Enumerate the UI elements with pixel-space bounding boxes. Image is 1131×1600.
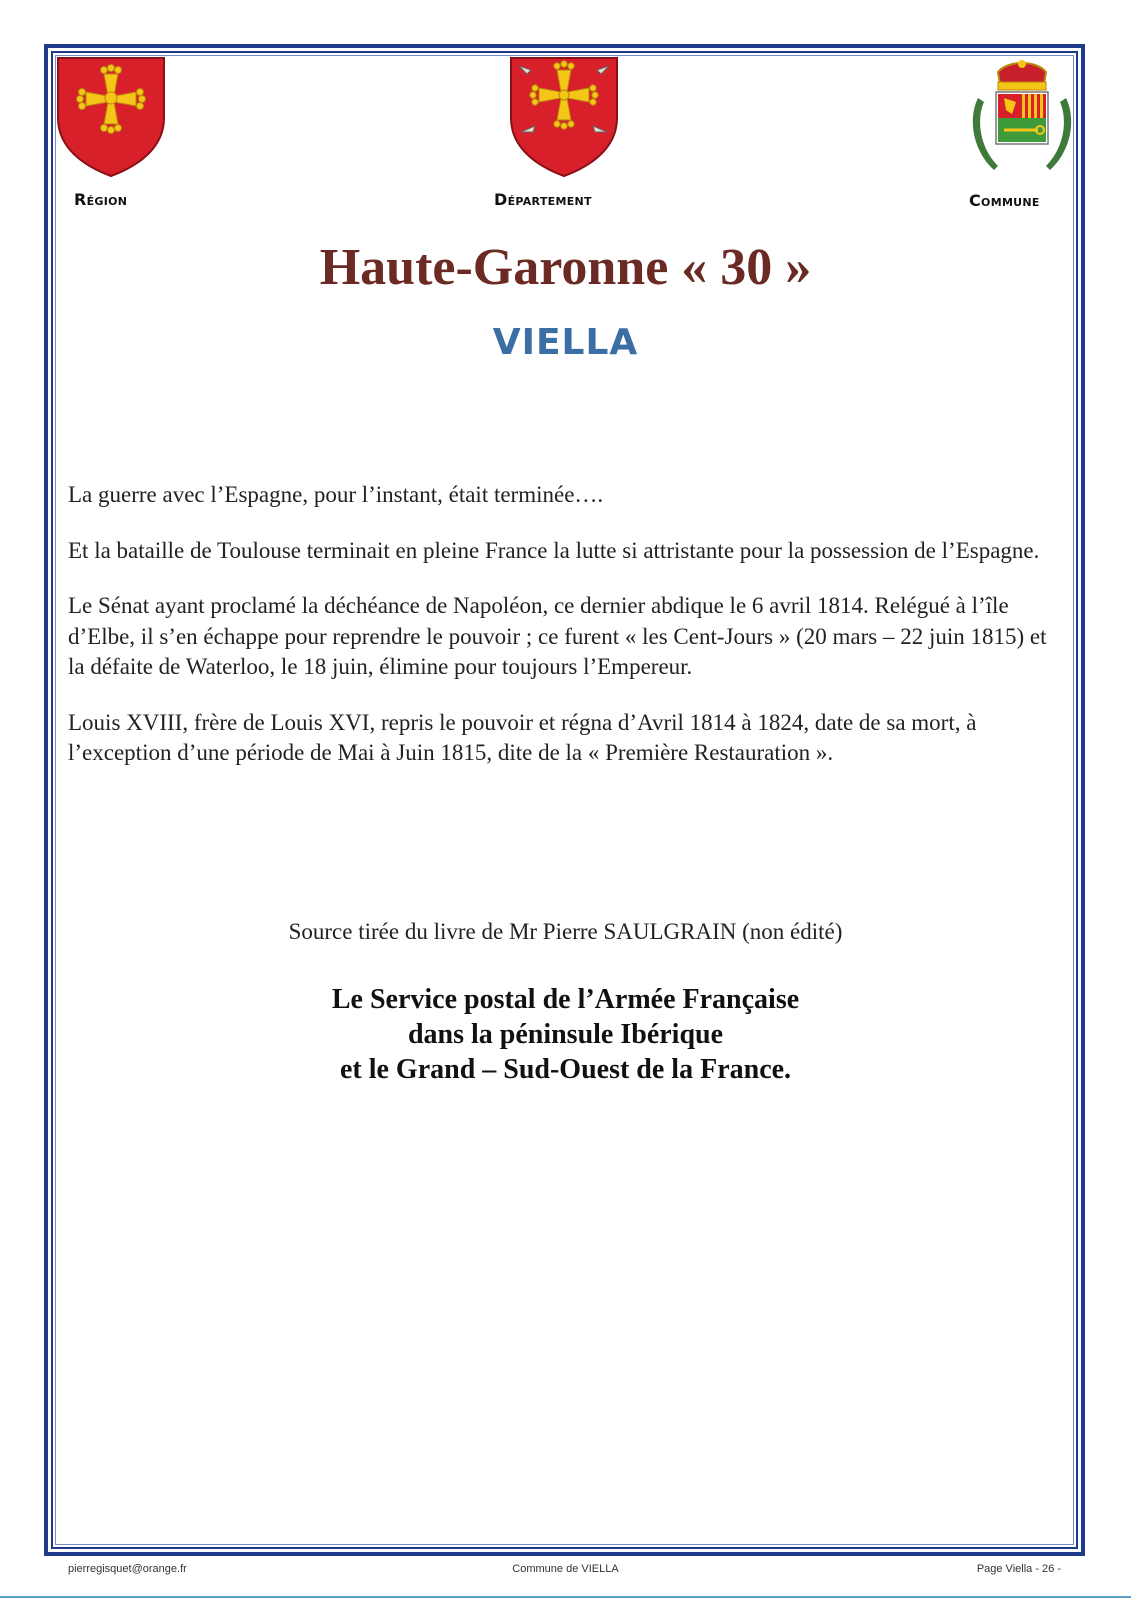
book-title-line: et le Grand – Sud-Ouest de la France. bbox=[339, 1054, 792, 1085]
footer-divider bbox=[0, 1596, 1131, 1598]
departement-crest-icon bbox=[507, 56, 621, 178]
paragraph: La guerre avec l’Espagne, pour l’instant, était terminée…. bbox=[68, 482, 604, 507]
paragraph: Le Sénat ayant proclamé la déchéance de Napoléon, ce dernier abdique le 6 avril 1814. Relégué à l’île d’Elbe, il s’en échappe pour reprendre le pouvoir ; ce furent « les Cent-Jours » (20 mars – 22 juin 1815) et la défaite de Waterloo, le 18 juin, élimine pour toujours l’Empereur. bbox=[68, 593, 1047, 679]
paragraph: Et la bataille de Toulouse terminait en pleine France la lutte si attristante pour la possession de l’Espagne. bbox=[68, 537, 1040, 563]
departement-label: Département bbox=[494, 190, 592, 209]
paragraph: Louis XVIII, frère de Louis XVI, repris le pouvoir et régna d’Avril 1814 à 1824, date de sa mort, à l’exception d’une période de Mai à Juin 1815, dite de la « Première Restauration ». bbox=[68, 709, 977, 765]
footer-center: Commune de VIELLA bbox=[512, 1563, 619, 1575]
footer-email: pierregisquet@orange.fr bbox=[68, 1563, 187, 1575]
region-label: Région bbox=[74, 190, 128, 209]
book-title-line: Le Service postal de l’Armée Française bbox=[331, 984, 800, 1015]
footer-page-number: Page Viella - 26 - bbox=[976, 1563, 1061, 1575]
book-title-line: dans la péninsule Ibérique bbox=[407, 1019, 724, 1050]
page-subtitle: VIELLA bbox=[492, 322, 639, 363]
commune-crest-icon bbox=[968, 58, 1076, 180]
body-text bbox=[68, 480, 1058, 794]
region-crest-icon bbox=[54, 56, 168, 178]
book-title bbox=[0, 982, 1131, 1087]
source-note: Source tirée du livre de Mr Pierre SAULGRAIN (non édité) bbox=[288, 919, 843, 944]
page-title: Haute-Garonne « 30 » bbox=[319, 239, 812, 296]
commune-label: Commune bbox=[969, 191, 1040, 210]
